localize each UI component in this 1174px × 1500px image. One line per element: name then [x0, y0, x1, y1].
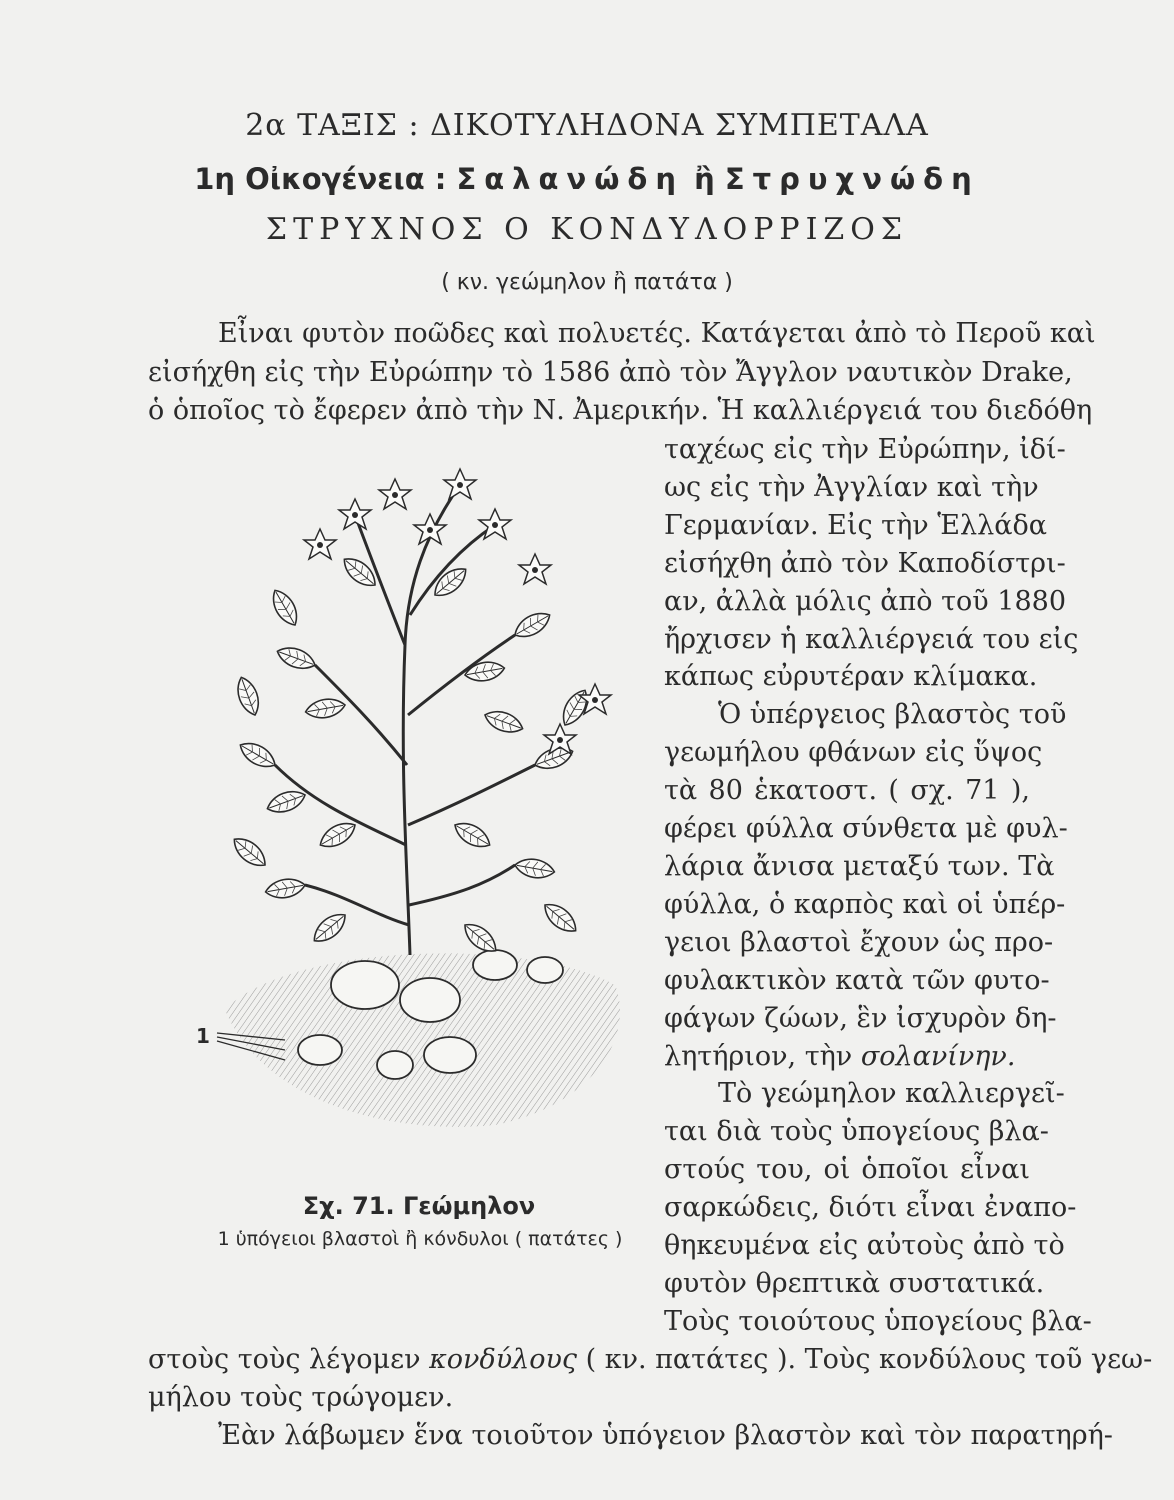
text-run: στοὺς τοὺς λέγομεν [148, 1344, 430, 1375]
text-line: θηκευμένα εἰς αὐτοὺς ἀπὸ τὸ [664, 1230, 1065, 1261]
text-run: ( κν. πατάτες ). Τοὺς κονδύλους τοῦ γεω- [577, 1344, 1153, 1375]
class-title: 2α ΤΑΞΙΣ : ΔΙΚΟΤΥΛΗΔΟΝΑ ΣΥΜΠΕΤΑΛΑ [245, 108, 929, 143]
text-run: λητήριον, τὴν [664, 1041, 861, 1072]
family-name-1: Σαλανώδη [456, 162, 684, 196]
text-line: σαρκώδεις, διότι εἶναι ἐναπο- [664, 1192, 1077, 1223]
family-or: ἢ [694, 162, 715, 196]
text-line: εἰσήχθη ἀπὸ τὸν Καποδίστρι- [664, 548, 1066, 579]
text-line: γεωμήλου φθάνων εἰς ὕψος [664, 737, 1043, 768]
text-line: φυτὸν θρεπτικὰ συστατικά. [664, 1268, 1045, 1299]
text-line: μήλου τοὺς τρώγομεν. [148, 1382, 454, 1413]
text-line: κάπως εὐρυτέραν κλίμακα. [664, 661, 1038, 692]
text-line: φέρει φύλλα σύνθετα μὲ φυλ- [664, 813, 1068, 844]
text-line: φάγων ζώων, ἓν ἰσχυρὸν δη- [664, 1003, 1057, 1034]
species-title: ΣΤΡΥΧΝΟΣ Ο ΚΟΝΔΥΛΟΡΡΙΖΟΣ [265, 212, 909, 247]
common-names: ( κν. γεώμηλον ἢ πατάτα ) [441, 270, 733, 295]
text-line: τὰ 80 ἑκατοστ. ( σχ. 71 ), [664, 775, 1030, 806]
text-line: Τὸ γεώμηλον καλλιεργεῖ- [718, 1078, 1065, 1109]
potato-plant-illustration [195, 465, 643, 1175]
figure-caption-title: Σχ. 71. Γεώμηλον [302, 1192, 536, 1220]
text-line: εἰσήχθη εἰς τὴν Εὐρώπην τὸ 1586 ἀπὸ τὸν Ἄγγλον ναυτικὸν Drake, [148, 357, 1073, 388]
text-line: αν, ἀλλὰ μόλις ἀπὸ τοῦ 1880 [664, 586, 1067, 617]
text-line: Τοὺς τοιούτους ὑπογείους βλα- [664, 1306, 1092, 1337]
family-name-2: Στρυχνώδη [724, 162, 980, 196]
text-line: Ὁ ὑπέργειος βλαστὸς τοῦ [718, 699, 1067, 730]
figure-caption-text: 1 ὑπόγειοι βλαστοὶ ἢ κόνδυλοι ( πατάτες ) [217, 1228, 623, 1250]
emphasized-term: σολανίνην. [860, 1041, 1016, 1072]
text-line: Εἶναι φυτὸν ποῶδες καὶ πολυετές. Κατάγεται ἀπὸ τὸ Περοῦ καὶ [218, 318, 1096, 349]
family-heading [0, 162, 1174, 196]
text-line: Ἐὰν λάβωμεν ἕνα τοιοῦτον ὑπόγειον βλαστὸν καὶ τὸν παρατηρή- [218, 1420, 1113, 1451]
text-line: ται διὰ τοὺς ὑπογείους βλα- [664, 1116, 1049, 1147]
text-line: στούς του, οἱ ὁποῖοι εἶναι [664, 1154, 1030, 1185]
text-line: λάρια ἄνισα μεταξύ των. Τὰ [664, 851, 1055, 882]
text-line [664, 1039, 1030, 1075]
text-line: φυλακτικὸν κατὰ τῶν φυτο- [664, 965, 1050, 996]
text-line: ἤρχισεν ἡ καλλιέργειά του εἰς [664, 624, 1079, 655]
text-line: ως εἰς τὴν Ἀγγλίαν καὶ τὴν [664, 472, 1039, 503]
text-line: ὁ ὁποῖος τὸ ἔφερεν ἀπὸ τὴν Ν. Ἀμερικήν. Ἡ καλλιέργειά του διεδόθη [148, 395, 1093, 426]
text-line [148, 1342, 1153, 1378]
text-line: γειοι βλαστοὶ ἔχουν ὡς προ- [664, 927, 1054, 958]
text-line: φύλλα, ὁ καρπὸς καὶ οἱ ὑπέρ- [664, 889, 1066, 920]
family-prefix: 1η Οἰκογένεια : [194, 162, 447, 196]
emphasized-term: κονδύλους [429, 1344, 578, 1375]
figure-label: 1 [196, 1024, 210, 1048]
text-line: ταχέως εἰς τὴν Εὐρώπην, ἰδί- [664, 434, 1066, 465]
text-line: Γερμανίαν. Εἰς τὴν Ἑλλάδα [664, 510, 1047, 541]
